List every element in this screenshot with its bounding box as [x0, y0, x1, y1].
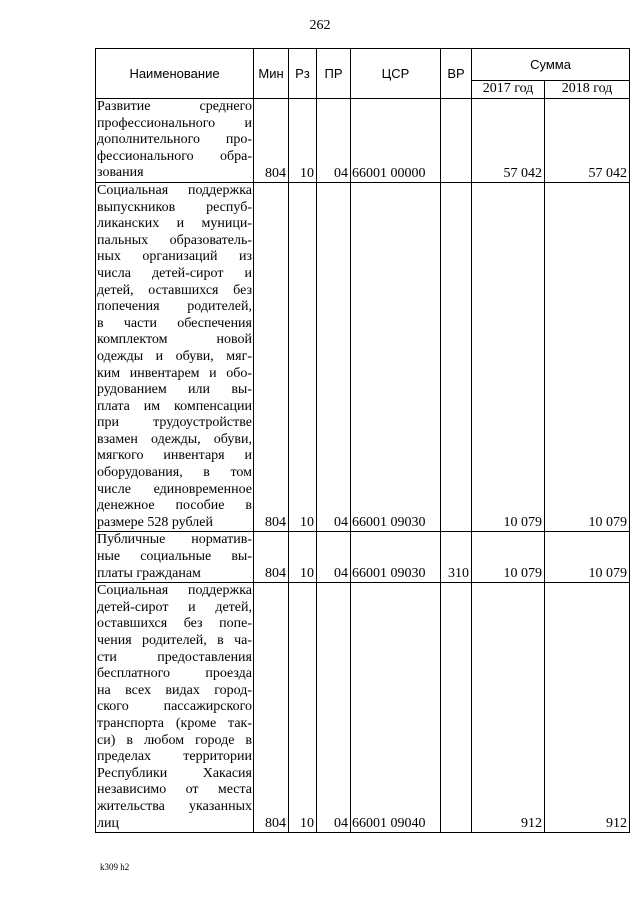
row-name-line: Социальная поддержка [97, 583, 252, 599]
row-name-line: Республики Хакасия [97, 765, 252, 781]
header-csr: ЦСР [351, 49, 441, 99]
row-name-line: фессионального обра- [97, 148, 252, 164]
row-name-line: платы гражданам [97, 565, 201, 581]
row-pr: 04 [317, 532, 351, 583]
row-name-line: независимо от места [97, 782, 252, 798]
row-name [96, 99, 254, 183]
header-min: Мин [254, 49, 289, 99]
table-row [96, 532, 630, 583]
row-rz: 10 [289, 99, 317, 183]
row-pr: 04 [317, 583, 351, 833]
row-vr [441, 99, 472, 183]
row-csr: 66001 09030 [351, 532, 441, 583]
row-name-line: взамен одежды, обуви, [97, 431, 252, 447]
row-name [96, 532, 254, 583]
row-pr: 04 [317, 182, 351, 531]
row-sum-2017: 10 079 [472, 532, 545, 583]
table-row [96, 583, 630, 833]
footer-code: k309 h2 [100, 862, 130, 872]
row-sum-2018: 57 042 [545, 99, 630, 183]
header-sum: Сумма [472, 49, 630, 81]
row-vr [441, 182, 472, 531]
row-name-line: чения родителей, в ча- [97, 633, 252, 648]
row-name-line: ского пассажирского [97, 699, 252, 715]
table-row [96, 99, 630, 183]
row-sum-2018: 10 079 [545, 532, 630, 583]
row-csr: 66001 00000 [351, 99, 441, 183]
header-vr: ВР [441, 49, 472, 99]
row-name-line: комплектом новой [97, 332, 252, 348]
row-name-line: числе единовременное [97, 481, 252, 497]
row-sum-2017: 10 079 [472, 182, 545, 531]
table-row [96, 182, 630, 531]
row-name-line: Социальная поддержка [97, 182, 252, 198]
row-name-line: лиц [97, 815, 119, 831]
row-name-line: зования [97, 165, 144, 181]
row-name-line: мягкого инвентаря и [97, 448, 252, 464]
row-name-line: ким инвентарем и обо- [97, 365, 252, 381]
row-rz: 10 [289, 532, 317, 583]
row-name-line: детей-сирот и детей, [97, 599, 252, 615]
header-name: Наименование [96, 49, 254, 99]
row-name-line: пределах территории [97, 749, 252, 765]
row-name [96, 583, 254, 833]
row-name-line: жительства указанных [97, 798, 252, 814]
row-name-line: пальных образователь- [97, 232, 252, 248]
row-name-line: Развитие среднего [97, 99, 252, 114]
row-sum-2018: 912 [545, 583, 630, 833]
row-sum-2018: 10 079 [545, 182, 630, 531]
table-body [96, 99, 630, 833]
row-name-line: одежды и обуви, мяг- [97, 348, 252, 364]
row-name [96, 182, 254, 531]
row-name-line: Публичные норматив- [97, 532, 252, 548]
row-sum-2017: 912 [472, 583, 545, 833]
row-name-line: детей, оставшихся без [97, 282, 252, 298]
row-min: 804 [254, 182, 289, 531]
row-name-line: размере 528 рублей [97, 514, 213, 530]
row-name-line: оборудования, в том [97, 465, 252, 481]
row-csr: 66001 09030 [351, 182, 441, 531]
row-min: 804 [254, 99, 289, 183]
row-rz: 10 [289, 583, 317, 833]
row-name-line: си) в любом городе в [97, 732, 252, 748]
row-vr: 310 [441, 532, 472, 583]
row-name-line: транспорта (кроме так- [97, 715, 252, 731]
budget-table [95, 48, 630, 833]
row-name-line: дополнительного про- [97, 132, 252, 148]
header-year-2017: 2017 год [472, 80, 545, 98]
row-name-line: числа детей-сирот и [97, 265, 252, 281]
row-min: 804 [254, 583, 289, 833]
header-year-2018: 2018 год [545, 80, 630, 98]
row-rz: 10 [289, 182, 317, 531]
row-name-line: в части обеспечения [97, 315, 252, 331]
row-name-line: ные социальные вы- [97, 549, 252, 565]
row-sum-2017: 57 042 [472, 99, 545, 183]
row-name-line: при трудоустройстве [97, 415, 252, 431]
row-name-line: выпускников респуб- [97, 199, 252, 215]
row-name-line: ликанских и муници- [97, 216, 252, 232]
row-csr: 66001 09040 [351, 583, 441, 833]
row-name-line: денежное пособие в [97, 498, 252, 514]
row-name-line: оставшихся без попе- [97, 616, 252, 632]
row-name-line: на всех видах город- [97, 682, 252, 698]
row-name-line: попечения родителей, [97, 299, 252, 315]
row-name-line: сти предоставления [97, 649, 252, 665]
row-name-line: ных организаций из [97, 249, 252, 265]
row-pr: 04 [317, 99, 351, 183]
row-vr [441, 583, 472, 833]
row-name-line: бесплатного проезда [97, 666, 252, 682]
page-number: 262 [309, 18, 331, 33]
row-name-line: профессионального и [97, 115, 252, 131]
row-min: 804 [254, 532, 289, 583]
row-name-line: плата им компенсации [97, 398, 252, 414]
header-pr: ПР [317, 49, 351, 99]
row-name-line: рудованием или вы- [97, 382, 252, 398]
header-rz: Рз [289, 49, 317, 99]
